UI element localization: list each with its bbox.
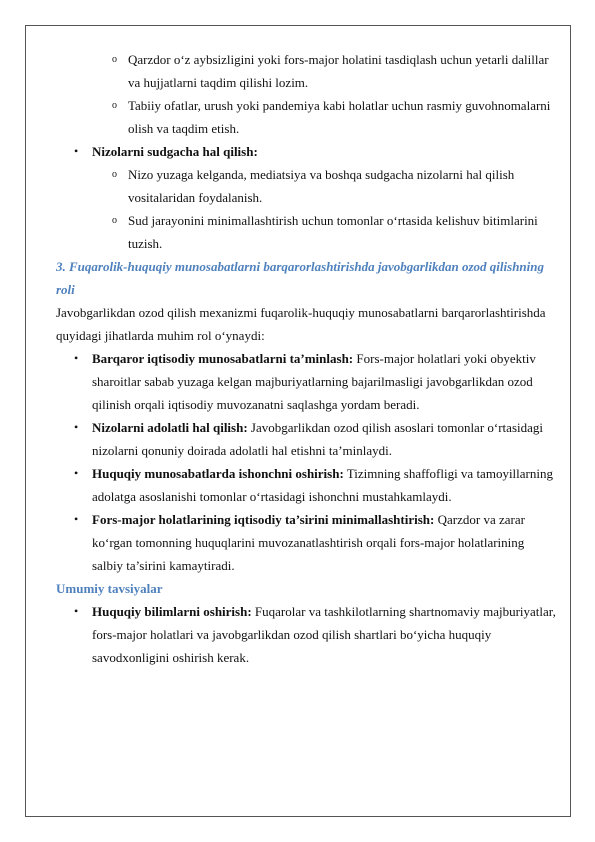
list-item-text: Nizo yuzaga kelganda, mediatsiya va boshqa sudgacha nizolarni hal qilish vositalaridan foydalanish. bbox=[128, 167, 515, 205]
circle-bullet-icon: o bbox=[112, 54, 117, 65]
bullet-icon: • bbox=[74, 351, 79, 365]
list-item-text: Tizimning shaffofligi va tamoyillarning adolatga asoslanishi tomonlar o‘rtasidagi ishonchni mustahkamlaydi. bbox=[92, 466, 553, 504]
list-item bbox=[56, 163, 556, 209]
list-item-title: Nizolarni adolatli hal qilish: bbox=[92, 420, 248, 435]
list-item-text: Tabiiy ofatlar, urush yoki pandemiya kabi holatlar uchun rasmiy guvohnomalarni olish va taqdim etish. bbox=[128, 98, 551, 136]
document-body bbox=[56, 48, 556, 669]
list-item bbox=[56, 209, 556, 255]
circle-bullet-icon: o bbox=[112, 169, 117, 180]
subsection-heading: Umumiy tavsiyalar bbox=[56, 581, 163, 596]
circle-bullet-icon: o bbox=[112, 215, 117, 226]
list-item-title: Fors-major holatlarining iqtisodiy ta’sirini minimallashtirish: bbox=[92, 512, 435, 527]
list-item bbox=[56, 140, 556, 163]
bullet-icon: • bbox=[74, 420, 79, 434]
list-item-text: Javobgarlikdan ozod qilish asoslari tomonlar o‘rtasidagi nizolarni qonuniy doirada adolatli hal etishni ta’minlaydi. bbox=[92, 420, 543, 458]
circle-bullet-icon: o bbox=[112, 100, 117, 111]
list-item bbox=[56, 416, 556, 462]
list-item-text: Qarzdor va zarar ko‘rgan tomonning huquqlarini muvozanatlashtirish orqali fors-major holatlarining salbiy ta’sirini kamaytiradi. bbox=[92, 512, 525, 573]
list-item bbox=[56, 48, 556, 94]
list-item bbox=[56, 508, 556, 577]
bullet-icon: • bbox=[74, 144, 79, 158]
list-item bbox=[56, 94, 556, 140]
bullet-icon: • bbox=[74, 604, 79, 618]
bullet-icon: • bbox=[74, 466, 79, 480]
list-item bbox=[56, 600, 556, 669]
list-item-text: Fors-major holatlari yoki obyektiv sharoitlar sabab yuzaga kelgan majburiyatlarning bajarilmasligi javobgarlikdan ozod qilinish orqali iqtisodiy muvozanatni saqlashga yordam beradi. bbox=[92, 351, 536, 412]
list-item-title: Barqaror iqtisodiy munosabatlarni ta’minlash: bbox=[92, 351, 354, 366]
list-item-title: Nizolarni sudgacha hal qilish: bbox=[92, 144, 258, 159]
section-heading: 3. Fuqarolik-huquqiy munosabatlarni barqarorlashtirishda javobgarlikdan ozod qilishning roli bbox=[56, 259, 545, 297]
list-item-title: Huquqiy bilimlarni oshirish: bbox=[92, 604, 252, 619]
list-item bbox=[56, 462, 556, 508]
list-item bbox=[56, 347, 556, 416]
list-item-text: Fuqarolar va tashkilotlarning shartnomaviy majburiyatlar, fors-major holatlari va javobgarlikdan ozod qilish shartlari bo‘yicha huquqiy savodxonligini oshirish kerak. bbox=[92, 604, 556, 665]
bullet-icon: • bbox=[74, 512, 79, 526]
list-item-title: Huquqiy munosabatlarda ishonchni oshirish: bbox=[92, 466, 344, 481]
list-item-text: Sud jarayonini minimallashtirish uchun tomonlar o‘rtasida kelishuv bitimlarini tuzish. bbox=[128, 213, 538, 251]
list-item-text: Qarzdor o‘z aybsizligini yoki fors-major holatini tasdiqlash uchun yetarli dalillar va hujjatlarni taqdim qilishi lozim. bbox=[128, 52, 549, 90]
section-intro: Javobgarlikdan ozod qilish mexanizmi fuqarolik-huquqiy munosabatlarni barqarorlashtirishda quyidagi jihatlarda muhim rol o‘ynaydi: bbox=[56, 305, 546, 343]
